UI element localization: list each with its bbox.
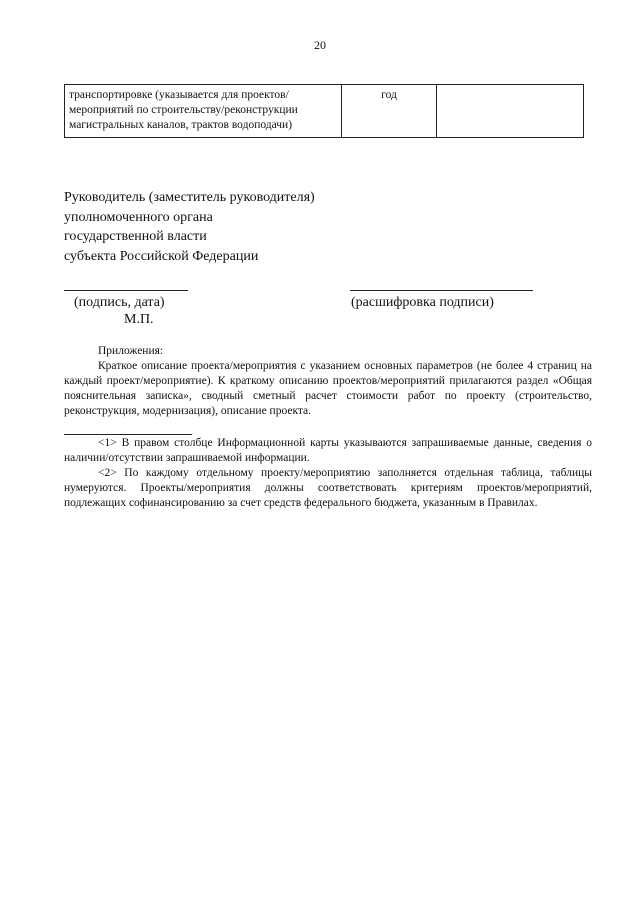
attachments-title: Приложения: xyxy=(98,345,164,357)
footnotes xyxy=(64,436,592,511)
signatory-line: уполномоченного органа xyxy=(64,209,213,225)
footnote-divider xyxy=(64,434,192,435)
signature-caption: (подпись, дата) xyxy=(74,295,165,310)
signatory-line: субъекта Российской Федерации xyxy=(64,248,259,264)
signatory-block xyxy=(64,188,315,266)
name-decoding-line xyxy=(350,290,533,291)
table-cell-description: транспортировке (указывается для проектов/мероприятий по строительству/реконструкции магистральных каналов, трактов водоподачи) xyxy=(65,85,342,138)
attachments-body: Краткое описание проекта/мероприятия с указанием основных параметров (не более 4 страниц на каждый проект/мероприятие). К краткому описанию проектов/мероприятий прилагаются раздел «Общая пояснительная записка», сводный сметный расчет стоимости работ по проекту (строительство, реконструкция, модернизация), описание проекта. xyxy=(64,360,592,417)
footnote-2: <2> По каждому отдельному проекту/мероприятию заполняется отдельная таблица, таблицы нумеруются. Проекты/мероприятия должны соответствовать критериям проектов/мероприятий, подлежащих софинансированию за счет средств федерального бюджета, указанным в Правилах. xyxy=(64,467,592,509)
signatory-line: Руководитель (заместитель руководителя) xyxy=(64,190,315,205)
attachments-section xyxy=(64,344,592,419)
table-cell-value xyxy=(437,85,584,138)
information-card-table xyxy=(64,84,584,138)
page-number: 20 xyxy=(314,38,326,52)
name-decoding-caption: (расшифровка подписи) xyxy=(351,295,494,310)
footnote-1: <1> В правом столбце Информационной карты указываются запрашиваемые данные, сведения о наличии/отсутствии запрашиваемой информации. xyxy=(64,437,592,464)
table-cell-unit: год xyxy=(342,85,437,138)
signatory-line: государственной власти xyxy=(64,229,207,244)
signature-line xyxy=(64,290,188,291)
stamp-caption: М.П. xyxy=(124,312,154,327)
table-row xyxy=(65,85,584,138)
